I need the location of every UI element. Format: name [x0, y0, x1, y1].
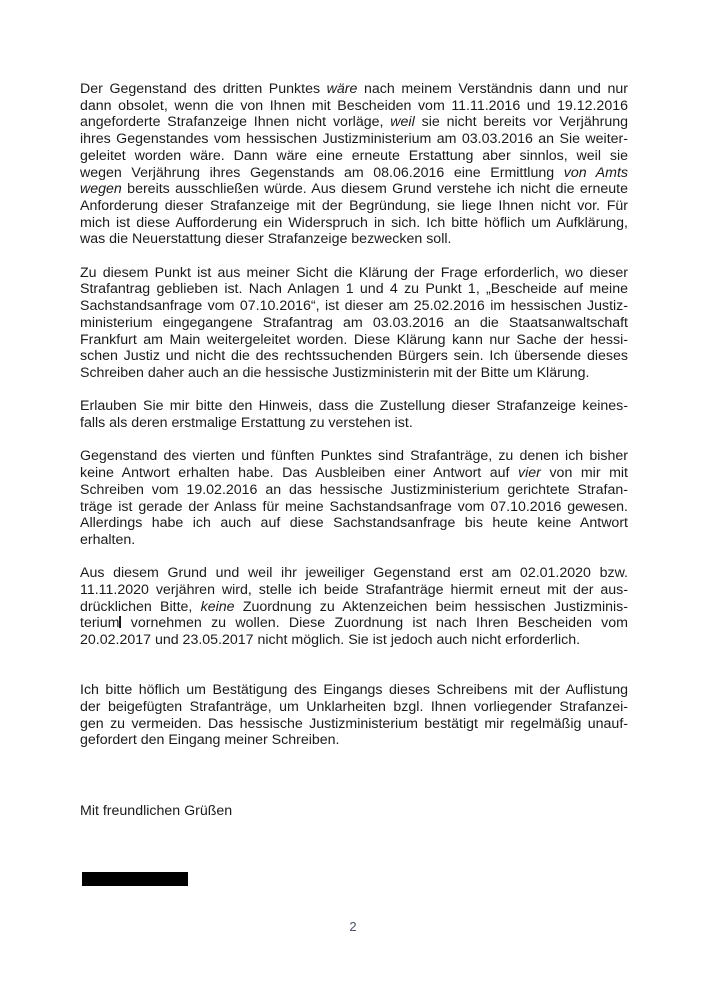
text-segment: keine Antwort erhalten habe. Das Ausbleiben einer Antwort auf [80, 465, 519, 482]
paragraph [80, 565, 628, 649]
text-segment: dann obsolet, wenn die von Ihnen mit Bescheiden vom 11.11.2016 und 19.12.2016 [80, 97, 628, 114]
text-segment: angeforderte Strafanzeige Ihnen nicht vorläge, [80, 114, 391, 131]
text-segment: Zu diesem Punkt ist aus meiner Sicht die Klärung der Frage erforderlich, wo dieser [80, 264, 628, 281]
text-segment: wegen Verjährung ihres Gegenstands am 08.06.2016 eine Ermittlung [80, 164, 564, 181]
text-segment: 11.11.2020 verjähren wird, stelle ich beide Strafanträge hiermit erneut mit der aus- [80, 582, 628, 599]
paragraph [80, 448, 628, 548]
emphasized-text: wäre [326, 81, 358, 97]
text-line [80, 215, 628, 232]
text-segment: Allerdings habe ich auch auf diese Sachstandsanfrage bis heute keine Antwort [80, 515, 628, 532]
text-line [80, 98, 628, 115]
closing-salutation: Mit freundlichen Grüßen [80, 803, 233, 820]
text-segment: von mir mit [540, 465, 629, 482]
text-segment: 20.02.2017 und 23.05.2017 nicht möglich. Sie ist jedoch auch nicht erforderlich. [80, 632, 581, 649]
text-segment: Strafantrag geblieben ist. Nach Anlagen 1 und 4 zu Punkt 1, „Bescheide auf meine [80, 281, 628, 298]
text-line [80, 716, 628, 733]
text-line [80, 131, 628, 148]
text-segment: mich ist diese Aufforderung ein Widerspruch in sich. Ich bitte höflich um Aufklärung, [80, 214, 628, 231]
text-segment: ministerium eingegangene Strafantrag am 03.03.2016 an die Staatsanwaltschaft [80, 314, 628, 331]
text-segment: geleitet worden wäre. Dann wäre eine erneute Erstattung aber sinnlos, weil sie [80, 147, 628, 164]
text-segment: Erlauben Sie mir bitte den Hinweis, dass die Zustellung dieser Strafanzeige keines- [80, 398, 628, 415]
paragraph [80, 398, 628, 431]
text-line [80, 632, 628, 649]
text-segment: träge ist gerade der Anlass für meine Sachstandsanfrage vom 07.10.2016 gewesen. [80, 498, 628, 515]
paragraph [80, 682, 628, 749]
text-line [80, 615, 628, 632]
text-line [80, 398, 628, 415]
text-segment: schen Justiz und nicht die des rechtssuchenden Bürgers sein. Ich übersende dieses [80, 348, 628, 365]
page-number: 2 [349, 919, 357, 934]
text-line [80, 298, 628, 315]
text-line [80, 515, 628, 532]
text-segment: drücklichen Bitte, [80, 598, 201, 615]
text-segment: sie nicht bereits vor Verjährung [414, 114, 628, 131]
emphasized-text: vier [518, 465, 541, 482]
text-segment: Aus diesem Grund und weil ihr jeweiliger Gegenstand erst am 02.01.2020 bzw. [80, 565, 628, 582]
text-line [80, 81, 628, 98]
text-segment: Ich bitte höflich um Bestätigung des Eingangs dieses Schreibens mit der Auflistung [80, 682, 628, 699]
text-segment: Anforderung dieser Strafanzeige mit der Begründung, sie liege Ihnen nicht vor. Für [80, 197, 628, 214]
text-line [80, 532, 628, 549]
text-segment: Zuordnung zu Aktenzeichen beim hessischen Justizminis- [234, 598, 629, 615]
text-line [80, 699, 628, 716]
text-line [80, 198, 628, 215]
emphasized-text: wegen [80, 181, 122, 198]
text-segment: erhalten. [80, 531, 136, 548]
text-segment: terium [80, 615, 120, 632]
text-line [80, 448, 628, 465]
text-segment: gen zu vermeiden. Das hessische Justizministerium bestätigt mir regelmäßig unauf- [80, 715, 628, 732]
letter-content [80, 81, 628, 886]
text-segment: ihres Gegenstandes vom hessischen Justizministerium am 03.03.2016 an Sie weiter- [80, 131, 628, 148]
text-line [80, 348, 628, 365]
text-segment: Sachstandsanfrage vom 07.10.2016“, ist dieser am 25.02.2016 im hessischen Justiz- [80, 298, 628, 315]
text-line [80, 281, 628, 298]
text-line [80, 181, 628, 198]
text-segment: nach meinem Verständnis dann und nur [357, 81, 628, 97]
text-line [80, 599, 628, 616]
emphasized-text: weil [390, 114, 415, 131]
text-line [80, 265, 628, 282]
paragraph [80, 81, 628, 248]
text-line [80, 499, 628, 516]
text-line [80, 332, 628, 349]
text-line [80, 732, 628, 749]
text-line [80, 365, 628, 382]
text-line [80, 165, 628, 182]
text-line [80, 682, 628, 699]
text-line [80, 565, 628, 582]
emphasized-text: von Amts [563, 164, 628, 181]
text-line [80, 114, 628, 131]
text-segment: Der Gegenstand des dritten Punktes [80, 81, 327, 97]
text-segment: bereits ausschließen würde. Aus diesem Grund verstehe ich nicht die erneute [121, 181, 628, 198]
text-segment: Gegenstand des vierten und fünften Punktes sind Strafanträge, zu denen ich bisher [80, 448, 628, 465]
text-line [80, 315, 628, 332]
signature-redaction [82, 872, 188, 886]
text-segment: Schreiben daher auch an die hessische Justizministerin mit der Bitte um Klärung. [80, 364, 590, 381]
text-line [80, 465, 628, 482]
letter-body [80, 81, 628, 749]
text-line [80, 148, 628, 165]
emphasized-text: keine [200, 598, 235, 615]
paragraph [80, 265, 628, 382]
text-line [80, 231, 628, 248]
text-line [80, 582, 628, 599]
text-segment: vornehmen zu wollen. Diese Zuordnung ist nach Ihren Bescheiden vom [121, 615, 628, 632]
text-line [80, 482, 628, 499]
text-segment: was die Neuerstattung dieser Strafanzeige bezwecken soll. [80, 231, 452, 248]
text-segment: falls als deren erstmalige Erstattung zu verstehen ist. [80, 415, 413, 432]
text-segment: Frankfurt am Main weitergeleitet worden. Diese Klärung kann nur Sache der hessi- [80, 331, 628, 348]
text-segment: Schreiben vom 19.02.2016 an das hessische Justizministerium gerichtete Strafan- [80, 481, 628, 498]
text-segment: der beigefügten Strafanträge, um Unklarheiten bzgl. Ihnen vorliegender Strafanzei- [80, 698, 628, 715]
text-segment: gefordert den Eingang meiner Schreiben. [80, 732, 340, 749]
text-line [80, 415, 628, 432]
